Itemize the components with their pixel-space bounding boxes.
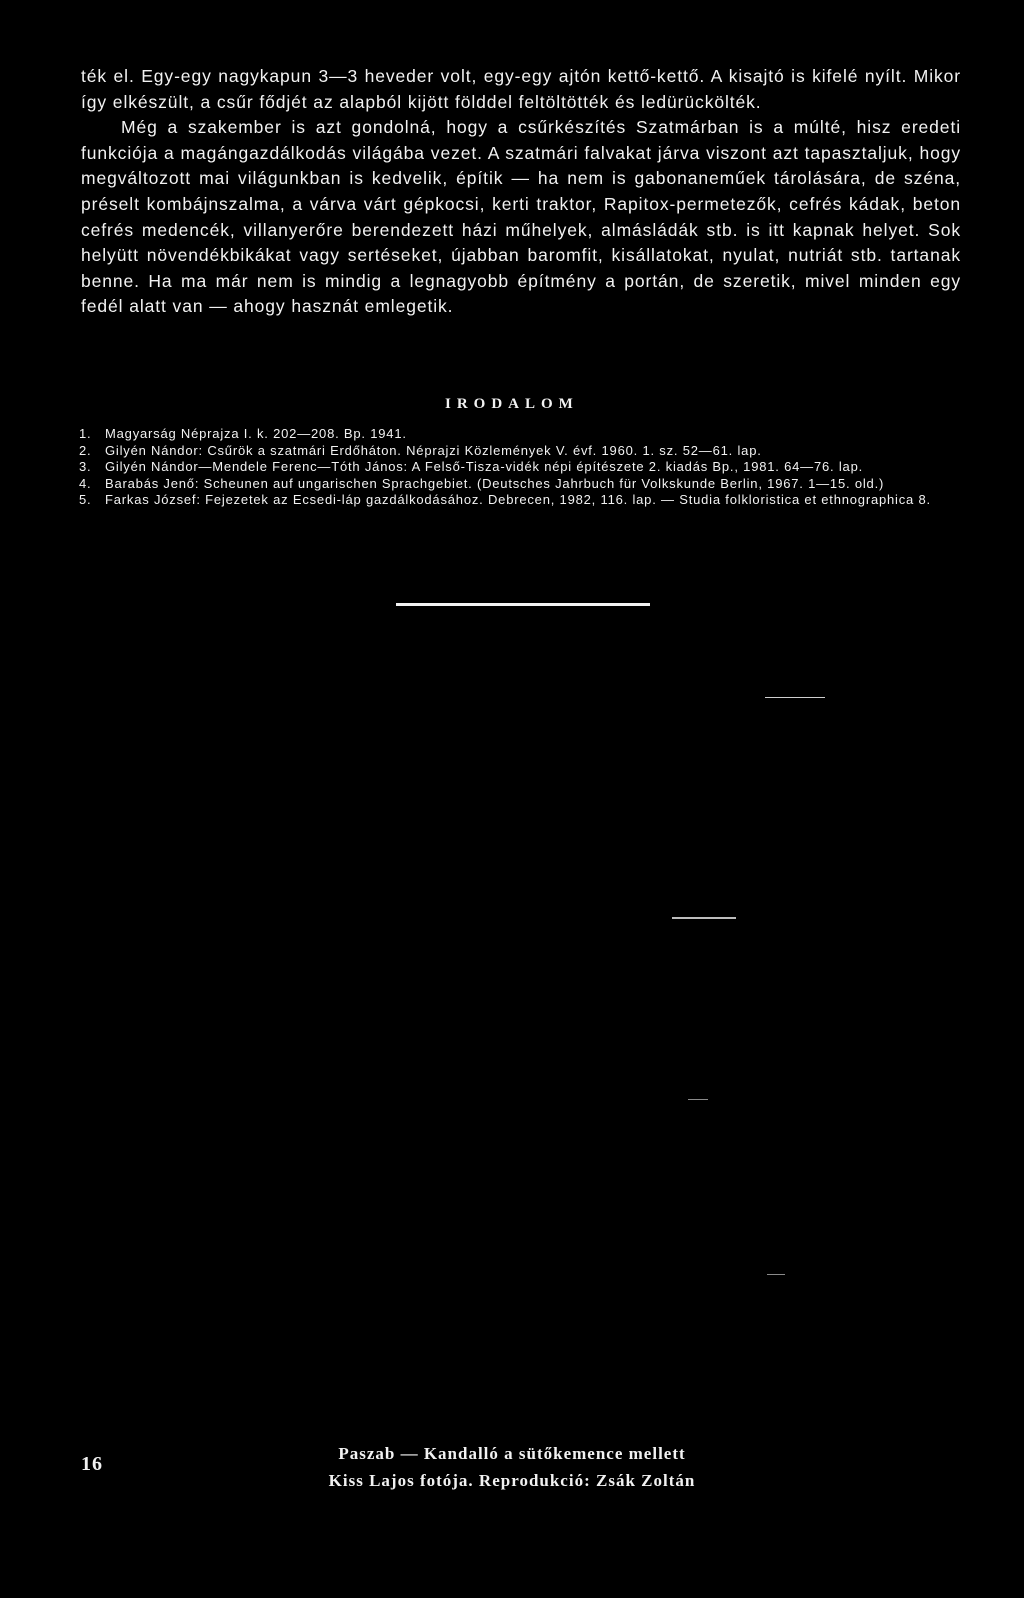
reference-item bbox=[79, 460, 969, 475]
scan-mark bbox=[767, 1274, 785, 1275]
photo-caption bbox=[200, 1440, 824, 1494]
reference-number: 2. bbox=[79, 442, 92, 458]
reference-number: 1. bbox=[79, 426, 92, 441]
reference-text: Magyarság Néprajza I. k. 202—208. Bp. 1941. bbox=[105, 426, 407, 441]
reference-list bbox=[79, 427, 969, 510]
scan-mark bbox=[765, 697, 825, 698]
paragraph-1: ték el. Egy-egy nagykapun 3—3 heveder volt, egy-egy ajtón kettő-kettő. A kisajtó is kifelé nyílt. Mikor így elkészült, a csűr fődjét az alapból kijött földdel feltöltötték és ledürückölték. bbox=[81, 66, 961, 112]
reference-item bbox=[79, 444, 969, 459]
body-text bbox=[81, 64, 961, 320]
section-divider bbox=[396, 603, 650, 606]
paragraph-2: Még a szakember is azt gondolná, hogy a csűrkészítés Szatmárban is a múlté, hisz eredeti funkciója a magángazdálkodás világába vezet. A szatmári falvakat járva viszont azt tapasztaljuk, hogy megváltozott mai világunkban is kedvelik, építik — ha nem is gabonaneműek tárolására, de széna, préselt kombájnszalma, a várva várt gépkocsi, kerti traktor, Rapitox-permetezők, cefrés kádak, beton cefrés medencék, villanyerőre berendezett házi műhelyek, almásládák stb. is itt kapnak helyet. Sok helyütt növendékbikákat vagy sertéseket, újabban baromfit, kisállatokat, nyulat, nutriát stb. tartanak benne. Ha ma már nem is mindig a legnagyobb építmény a portán, de szeretik, mivel minden egy fedél alatt van — ahogy hasznát emlegetik. bbox=[81, 117, 961, 317]
caption-title: Paszab — Kandalló a sütőkemence mellett bbox=[338, 1444, 686, 1463]
scan-mark bbox=[688, 1099, 708, 1100]
caption-credit: Kiss Lajos fotója. Reprodukció: Zsák Zoltán bbox=[328, 1471, 696, 1490]
scan-mark bbox=[672, 917, 736, 919]
reference-number: 5. bbox=[79, 492, 92, 507]
reference-text: Barabás Jenő: Scheunen auf ungarischen Sprachgebiet. (Deutsches Jahrbuch für Volkskunde Berlin, 1967. 1—15. old.) bbox=[105, 475, 885, 491]
reference-item bbox=[79, 477, 969, 492]
reference-item bbox=[79, 427, 969, 442]
reference-number: 3. bbox=[79, 459, 92, 474]
reference-text: Gilyén Nándor—Mendele Ferenc—Tóth János: A Felső-Tisza-vidék népi építészete 2. kiadás Bp., 1981. 64—76. lap. bbox=[105, 459, 864, 474]
reference-text: Gilyén Nándor: Csűrök a szatmári Erdőháton. Néprajzi Közlemények V. évf. 1960. 1. sz. 52—61. lap. bbox=[105, 442, 762, 458]
literature-heading: IRODALOM bbox=[445, 396, 579, 412]
reference-item bbox=[79, 493, 969, 508]
page-number: 16 bbox=[81, 1453, 103, 1475]
reference-text: Farkas József: Fejezetek az Ecsedi-láp gazdálkodásához. Debrecen, 1982, 116. lap. — Studia folkloristica et ethnographica 8. bbox=[105, 492, 931, 507]
reference-number: 4. bbox=[79, 475, 92, 491]
